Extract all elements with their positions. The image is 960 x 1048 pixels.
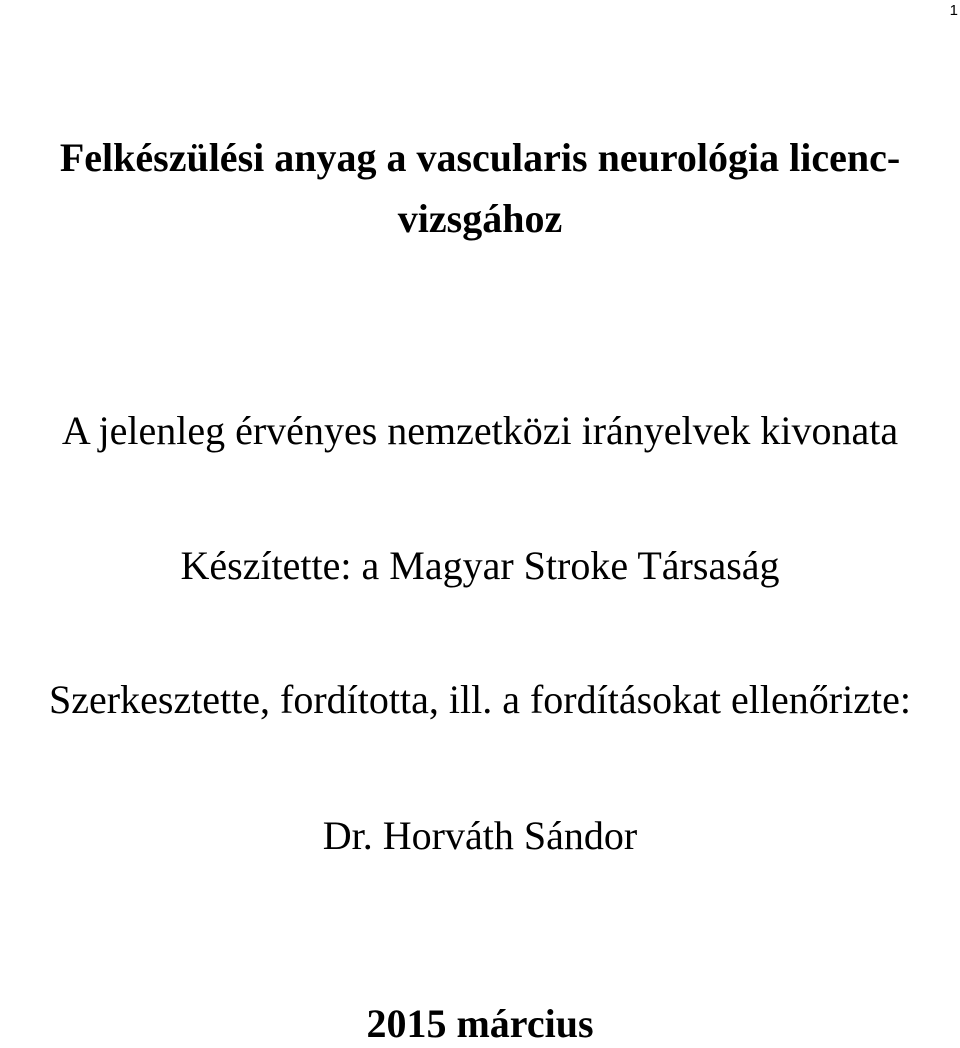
document-subtitle: A jelenleg érvényes nemzetközi irányelvek kivonata bbox=[61, 408, 899, 453]
edited-by-text: Szerkesztette, fordította, ill. a fordításokat ellenőrizte: bbox=[49, 677, 911, 722]
document-title-line-2: vizsgához bbox=[397, 196, 563, 241]
editor-name: Dr. Horváth Sándor bbox=[322, 813, 638, 858]
document-title-line-1: Felkészülési anyag a vascularis neurológia licenc- bbox=[59, 135, 901, 180]
page-number: 1 bbox=[949, 2, 958, 19]
prepared-by-text: Készítette: a Magyar Stroke Társaság bbox=[180, 543, 780, 588]
document-date: 2015 március bbox=[366, 1001, 594, 1046]
